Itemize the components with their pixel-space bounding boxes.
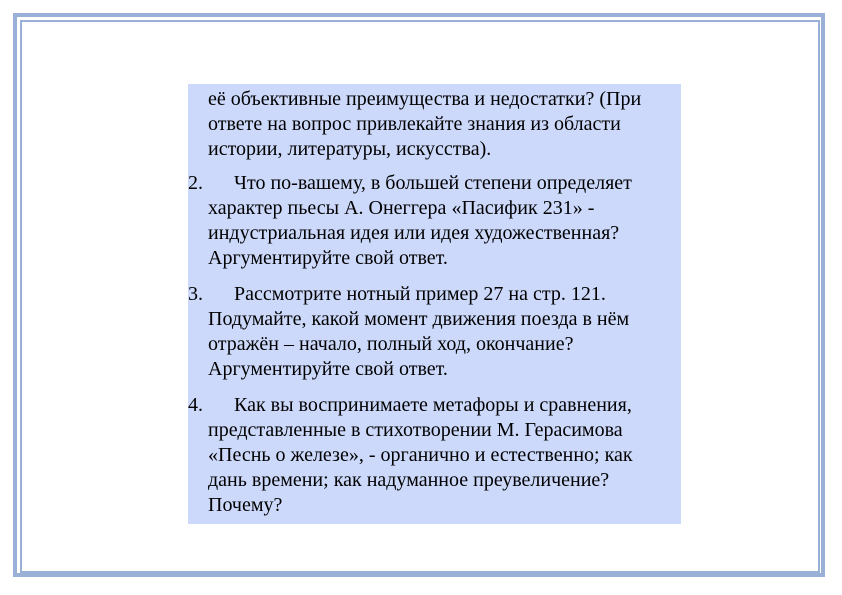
question-text-4: Как вы воспринимаете метафоры и сравнения, представленные в стихотворении М. Герасимова «Песнь о железе», - органично и естественно; как дань времени; как надуманное преувеличение? Почему? [208, 394, 633, 516]
question-number-3: 3. [188, 283, 203, 305]
question-text-3: Рассмотрите нотный пример 27 на стр. 121. Подумайте, какой момент движения поезда в нём отражён – начало, полный ход, окончание? Аргументируйте свой ответ. [208, 283, 630, 380]
question-number-4: 4. [188, 394, 203, 416]
question-text-2: Что по-вашему, в большей степени определяет характер пьесы А. Онеггера «Пасифик 231» - индустриальная идея или идея художественная? Аргументируйте свой ответ. [208, 172, 632, 269]
question-continuation-text: её объективные преимущества и недостатки? (При ответе на вопрос привлекайте знания из области истории, литературы, искусства). [208, 88, 642, 160]
question-number-2: 2. [188, 172, 203, 194]
question-text-box [188, 84, 681, 524]
